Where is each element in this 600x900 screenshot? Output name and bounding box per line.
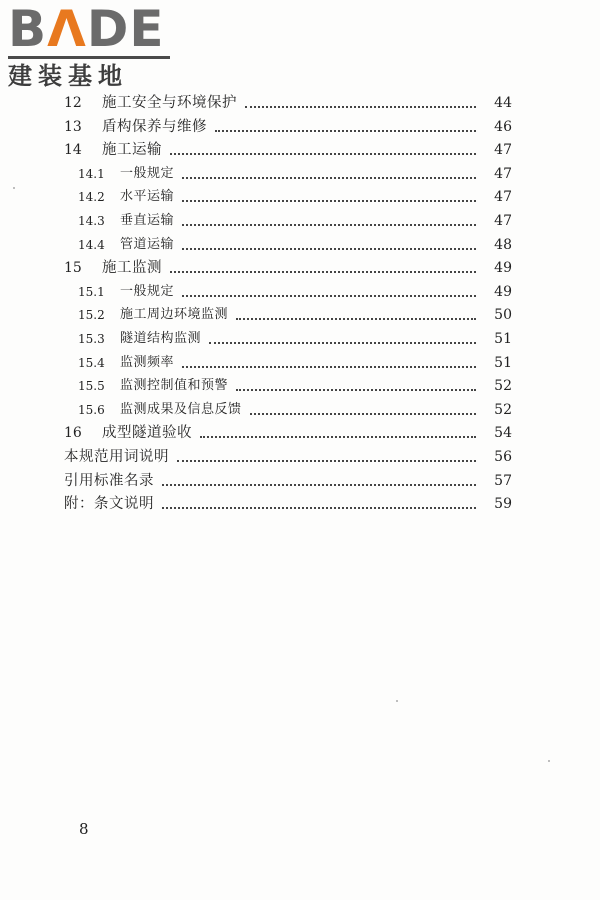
toc-entry[interactable] [64, 446, 512, 468]
toc-entry-title: 施工运输 [102, 142, 162, 159]
toc-entry[interactable] [64, 470, 512, 492]
toc-entry-title: 施工周边环境监测 [120, 307, 229, 323]
toc-entry-lead [64, 257, 162, 279]
toc-entry[interactable] [78, 186, 512, 208]
toc-entry-page: 47 [494, 165, 512, 182]
toc-leader-dots [162, 484, 476, 486]
toc-entry-number: 14.4 [78, 237, 105, 252]
toc-entry-lead [78, 234, 174, 256]
toc-leader-dots [236, 389, 476, 391]
toc-entry-page: 50 [494, 307, 512, 324]
toc-entry-page: 56 [494, 449, 512, 465]
toc-entry[interactable] [64, 493, 512, 515]
bade-logo [8, 0, 178, 90]
toc-entry-title: 垂直运输 [120, 213, 175, 228]
toc-leader-dots [209, 342, 476, 344]
toc-entry-lead [64, 116, 207, 138]
toc-leader-dots [250, 413, 476, 415]
toc-entry-lead [64, 92, 237, 114]
toc-entry-page: 44 [494, 95, 512, 111]
toc-entry-lead [64, 422, 192, 444]
toc-entry-lead [78, 281, 174, 303]
toc-entry-number: 14 [64, 142, 82, 159]
toc-entry[interactable] [64, 139, 512, 161]
toc-leader-dots [182, 366, 476, 368]
toc-entry[interactable] [78, 163, 512, 185]
toc-entry[interactable] [78, 328, 512, 350]
toc-entry-page: 51 [494, 354, 512, 371]
toc-entry-page: 52 [494, 401, 512, 418]
toc-entry[interactable] [78, 304, 512, 326]
scan-speck [548, 760, 550, 762]
scan-speck [396, 700, 398, 702]
toc-entry-number: 15.4 [78, 355, 105, 370]
toc-entry-lead [78, 186, 174, 208]
toc-entry-title: 附：条文说明 [64, 496, 154, 513]
toc-entry-number: 15.1 [78, 284, 105, 299]
toc-entry-lead [78, 304, 228, 326]
logo-letter-b: B [8, 0, 48, 58]
toc-entry-number: 15 [64, 260, 82, 277]
toc-entry-page: 51 [494, 331, 512, 347]
toc-leader-dots [215, 130, 476, 132]
toc-entry-number: 14.3 [78, 214, 105, 228]
toc-entry[interactable] [78, 352, 512, 374]
toc-leader-dots [182, 200, 476, 202]
toc-entry-number: 16 [64, 425, 82, 442]
toc-entry-number: 15.3 [78, 332, 105, 346]
toc-entry-page: 49 [494, 283, 512, 300]
toc-leader-dots [162, 507, 476, 509]
toc-entry-number: 14.2 [78, 190, 105, 205]
toc-leader-dots [236, 318, 476, 320]
toc-leader-dots [182, 295, 476, 297]
toc-entry-page: 46 [494, 118, 512, 135]
toc-entry[interactable] [78, 281, 512, 303]
toc-entry-page: 47 [494, 213, 512, 229]
toc-entry-title: 施工监测 [102, 260, 162, 277]
scan-speck [13, 187, 15, 189]
toc-entry-lead [78, 375, 228, 397]
toc-leader-dots [200, 436, 476, 438]
logo-letter-a: Λ [47, 0, 87, 58]
toc-entry-title: 一般规定 [120, 283, 175, 299]
toc-entry-number: 15.2 [78, 308, 105, 323]
logo-letters-de: DE [86, 0, 165, 58]
toc-leader-dots [182, 224, 476, 226]
toc-entry-page: 57 [494, 472, 512, 489]
toc-entry-lead [78, 352, 174, 374]
toc-entry-lead [64, 139, 162, 161]
toc-entry-page: 52 [494, 378, 512, 395]
toc-entry-lead [78, 328, 201, 350]
page-number: 8 [79, 820, 89, 838]
toc-entry[interactable] [64, 422, 512, 444]
toc-entry-lead [78, 399, 242, 421]
toc-entry[interactable] [78, 210, 512, 232]
toc-entry-title: 本规范用词说明 [64, 449, 169, 465]
toc-entry-page: 54 [494, 425, 512, 442]
toc-entry-title: 一般规定 [120, 165, 175, 181]
toc-leader-dots [170, 153, 476, 155]
toc-leader-dots [170, 271, 476, 273]
toc-entry[interactable] [64, 116, 512, 138]
toc-entry-lead [78, 163, 174, 185]
toc-entry-title: 监测控制值和预警 [120, 378, 229, 394]
toc-entry[interactable] [78, 375, 512, 397]
toc-leader-dots [245, 106, 476, 108]
toc-entry-title: 隧道结构监测 [120, 331, 202, 346]
toc-entry-page: 49 [494, 260, 512, 277]
toc-entry-number: 14.1 [78, 166, 105, 181]
toc-entry[interactable] [78, 234, 512, 256]
toc-entry-title: 水平运输 [120, 189, 175, 205]
toc-entry-number: 12 [64, 95, 82, 111]
toc-leader-dots [177, 460, 476, 462]
toc-entry-title: 盾构保养与维修 [102, 118, 207, 135]
toc-entry-page: 48 [494, 236, 512, 253]
toc-entry-number: 15.6 [78, 402, 105, 417]
toc-entry-lead [64, 446, 169, 468]
toc-entry[interactable] [64, 92, 512, 114]
toc-entry[interactable] [64, 257, 512, 279]
toc-entry-page: 59 [494, 496, 512, 513]
toc-entry-lead [64, 493, 154, 515]
toc-entry-title: 监测成果及信息反馈 [120, 401, 242, 417]
toc-entry-title: 引用标准名录 [64, 472, 154, 489]
toc-entry-title: 成型隧道验收 [102, 425, 192, 442]
logo-wordmark [8, 0, 178, 58]
logo-subtitle: 建装基地 [8, 62, 128, 90]
toc-entry-page: 47 [494, 142, 512, 159]
toc-entry[interactable] [78, 399, 512, 421]
toc-entry-lead [78, 210, 174, 232]
toc-entry-title: 管道运输 [120, 236, 175, 252]
toc-entry-title: 施工安全与环境保护 [102, 95, 237, 111]
toc-leader-dots [182, 177, 476, 179]
toc-entry-number: 15.5 [78, 379, 105, 394]
toc-entry-page: 47 [494, 189, 512, 206]
toc-leader-dots [182, 248, 476, 250]
toc-entry-lead [64, 470, 154, 492]
toc-entry-number: 13 [64, 118, 82, 135]
toc-entry-title: 监测频率 [120, 354, 175, 370]
